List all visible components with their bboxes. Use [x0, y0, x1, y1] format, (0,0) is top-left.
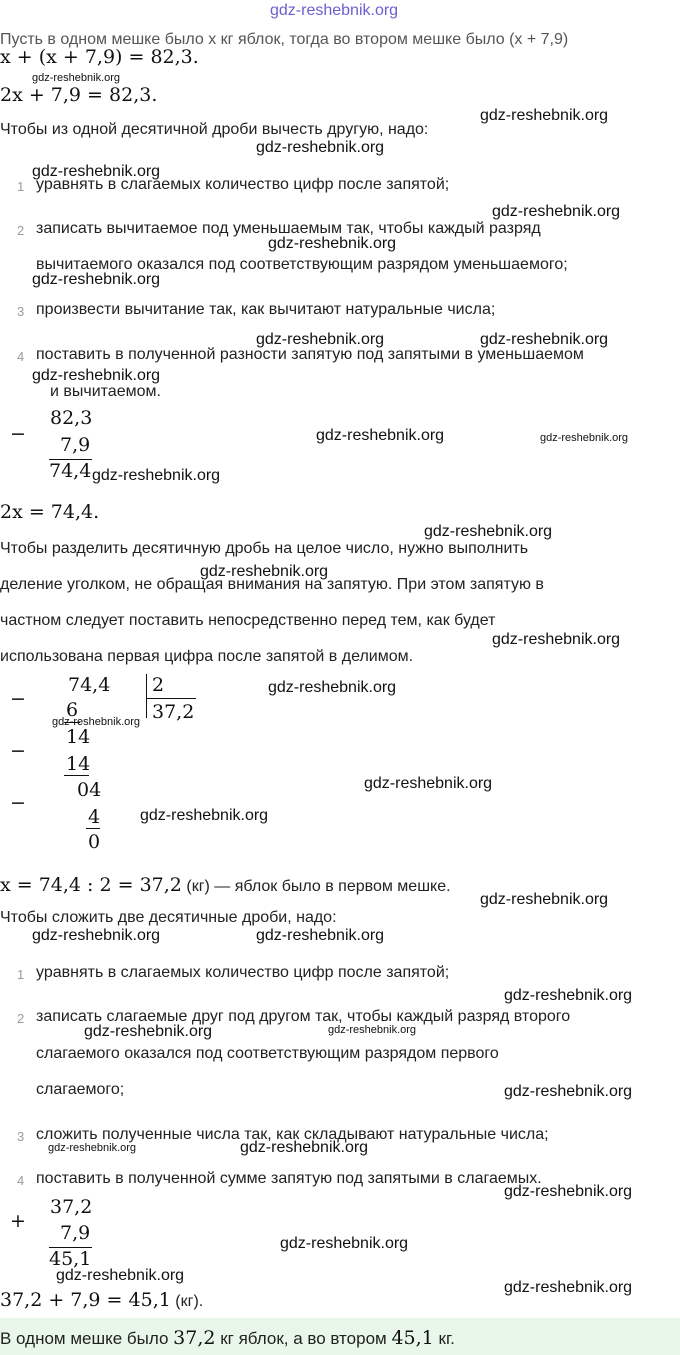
addition-step-2-cont: слагаемого оказался под соответствующим разрядом первого: [36, 1045, 499, 1062]
watermark: gdz-reshebnik.org: [56, 1267, 185, 1284]
step-number: 3: [17, 304, 25, 319]
remainder-2: 04: [77, 779, 102, 801]
watermark: gdz-reshebnik.org: [492, 631, 621, 648]
minus-sign: −: [10, 740, 26, 762]
remainder-3: 0: [88, 831, 101, 853]
intro-line: Пусть в одном мешке было x кг яблок, тогда во втором мешке было (x + 7,9): [0, 31, 569, 48]
subtraction-step-2-cont: вычитаемого оказался под соответствующим разрядом уменьшаемого;: [36, 256, 568, 273]
watermark: gdz-reshebnik.org: [424, 523, 553, 540]
equation-5-math: 37,2 + 7,9 = 45,1: [0, 1289, 171, 1311]
divisor: 2: [152, 674, 165, 696]
subtrahend: 7,9: [60, 434, 91, 456]
equation-1: x + (x + 7,9) = 82,3.: [0, 46, 199, 68]
watermark: gdz-reshebnik.org: [480, 107, 609, 124]
watermark: gdz-reshebnik.org: [240, 1139, 369, 1156]
watermark: gdz-reshebnik.org: [268, 679, 397, 696]
division-line: [64, 775, 89, 776]
watermark: gdz-reshebnik.org: [200, 563, 329, 580]
watermark: gdz-reshebnik.org: [32, 927, 161, 944]
step-number: 3: [17, 1129, 25, 1144]
equation-4: [0, 874, 451, 896]
division-bracket: [146, 674, 147, 718]
dividend: 74,4: [68, 674, 111, 696]
watermark: gdz-reshebnik.org: [316, 427, 445, 444]
step-number: 4: [17, 1173, 25, 1188]
addition-step-1: уравнять в слагаемых количество цифр после запятой;: [36, 964, 450, 981]
subtraction-step-4-cont: и вычитаемом.: [50, 383, 161, 400]
watermark: gdz-reshebnik.org: [256, 331, 385, 348]
watermark: gdz-reshebnik.org: [480, 331, 609, 348]
sum: 45,1: [49, 1248, 92, 1270]
addition-rule-title: Чтобы сложить две десятичные дроби, надо:: [0, 909, 337, 926]
step-number: 2: [17, 223, 25, 238]
watermark: gdz-reshebnik.org: [256, 927, 385, 944]
remainder-1: 14: [66, 726, 91, 748]
watermark: gdz-reshebnik.org: [364, 775, 493, 792]
watermark: gdz-reshebnik.org: [32, 72, 121, 84]
step-number: 1: [17, 967, 25, 982]
division-rule-line-4: использована первая цифра после запятой в делимом.: [0, 648, 414, 665]
subtraction-step-4: поставить в полученной разности запятую под запятыми в уменьшаемом: [36, 346, 584, 363]
watermark: gdz-reshebnik.org: [52, 716, 141, 728]
division-rule-line-2: деление уголком, не обращая внимания на запятую. При этом запятую в: [0, 576, 544, 593]
step-number: 2: [17, 1011, 25, 1026]
answer-part-3: кг.: [438, 1329, 455, 1348]
addend-2: 7,9: [60, 1222, 91, 1244]
division-rule-line-1: Чтобы разделить десятичную дробь на целое число, нужно выполнить: [0, 540, 529, 557]
watermark: gdz-reshebnik.org: [504, 1279, 633, 1296]
answer-value-1: 37,2: [173, 1327, 216, 1349]
subtraction-step-2: записать вычитаемое под уменьшаемым так, чтобы каждый разряд: [36, 220, 541, 237]
equation-5-unit: (кг).: [175, 1293, 204, 1310]
answer-part-2: кг яблок, а во втором: [220, 1329, 387, 1348]
answer-part-1: В одном мешке было: [0, 1329, 169, 1348]
watermark: gdz-reshebnik.org: [480, 891, 609, 908]
equation-4-math: x = 74,4 : 2 = 37,2: [0, 874, 182, 896]
addend-1: 37,2: [50, 1196, 93, 1218]
difference: 74,4: [49, 460, 92, 482]
minuend: 82,3: [50, 407, 93, 429]
equation-3: 2x = 74,4.: [0, 501, 100, 523]
watermark: gdz-reshebnik.org: [504, 1083, 633, 1100]
step-number: 4: [17, 349, 25, 364]
minus-sign: −: [10, 792, 26, 814]
watermark: gdz-reshebnik.org: [84, 1023, 213, 1040]
subtraction-step-3: произвести вычитание так, как вычитают натуральные числа;: [36, 301, 496, 318]
quotient: 37,2: [152, 701, 195, 723]
watermark: gdz-reshebnik.org: [32, 163, 161, 180]
equation-5: [0, 1289, 203, 1311]
minus-sign: −: [10, 423, 26, 445]
watermark: gdz-reshebnik.org: [92, 467, 221, 484]
division-line: [86, 828, 100, 829]
equation-2: 2x + 7,9 = 82,3.: [0, 84, 158, 106]
top-watermark[interactable]: gdz-reshebnik.org: [270, 2, 399, 19]
equation-4-unit: (кг) — яблок было в первом мешке.: [186, 878, 451, 895]
subtraction-rule-title: Чтобы из одной десятичной дроби вычесть другую, надо:: [0, 121, 429, 138]
subtract-1: 6: [66, 699, 79, 721]
watermark: gdz-reshebnik.org: [48, 1142, 137, 1154]
watermark: gdz-reshebnik.org: [268, 235, 397, 252]
watermark: gdz-reshebnik.org: [328, 1024, 417, 1036]
addition-step-2-end: слагаемого;: [36, 1081, 125, 1098]
plus-sign: +: [10, 1210, 26, 1232]
watermark: gdz-reshebnik.org: [540, 432, 629, 444]
watermark: gdz-reshebnik.org: [504, 1183, 633, 1200]
subtract-2: 14: [66, 753, 91, 775]
subtract-3: 4: [88, 806, 101, 828]
addition-step-4: поставить в полученной сумме запятую под запятыми в слагаемых.: [36, 1170, 542, 1187]
divisor-line: [146, 698, 196, 699]
watermark: gdz-reshebnik.org: [256, 139, 385, 156]
minus-sign: −: [10, 688, 26, 710]
addition-step-3: сложить полученные числа так, как складывают натуральные числа;: [36, 1126, 549, 1143]
watermark: gdz-reshebnik.org: [504, 987, 633, 1004]
answer-box: [0, 1318, 680, 1355]
watermark: gdz-reshebnik.org: [32, 367, 161, 384]
watermark: gdz-reshebnik.org: [140, 807, 269, 824]
addition-step-2: записать слагаемые друг под другом так, чтобы каждый разряд второго: [36, 1008, 571, 1025]
watermark: gdz-reshebnik.org: [280, 1235, 409, 1252]
division-rule-line-3: частном следует поставить непосредственно перед тем, как будет: [0, 612, 496, 629]
answer-text: [0, 1327, 455, 1349]
watermark: gdz-reshebnik.org: [492, 203, 621, 220]
subtraction-step-1: уравнять в слагаемых количество цифр после запятой;: [36, 176, 450, 193]
watermark: gdz-reshebnik.org: [32, 271, 161, 288]
answer-value-2: 45,1: [391, 1327, 434, 1349]
step-number: 1: [17, 179, 25, 194]
